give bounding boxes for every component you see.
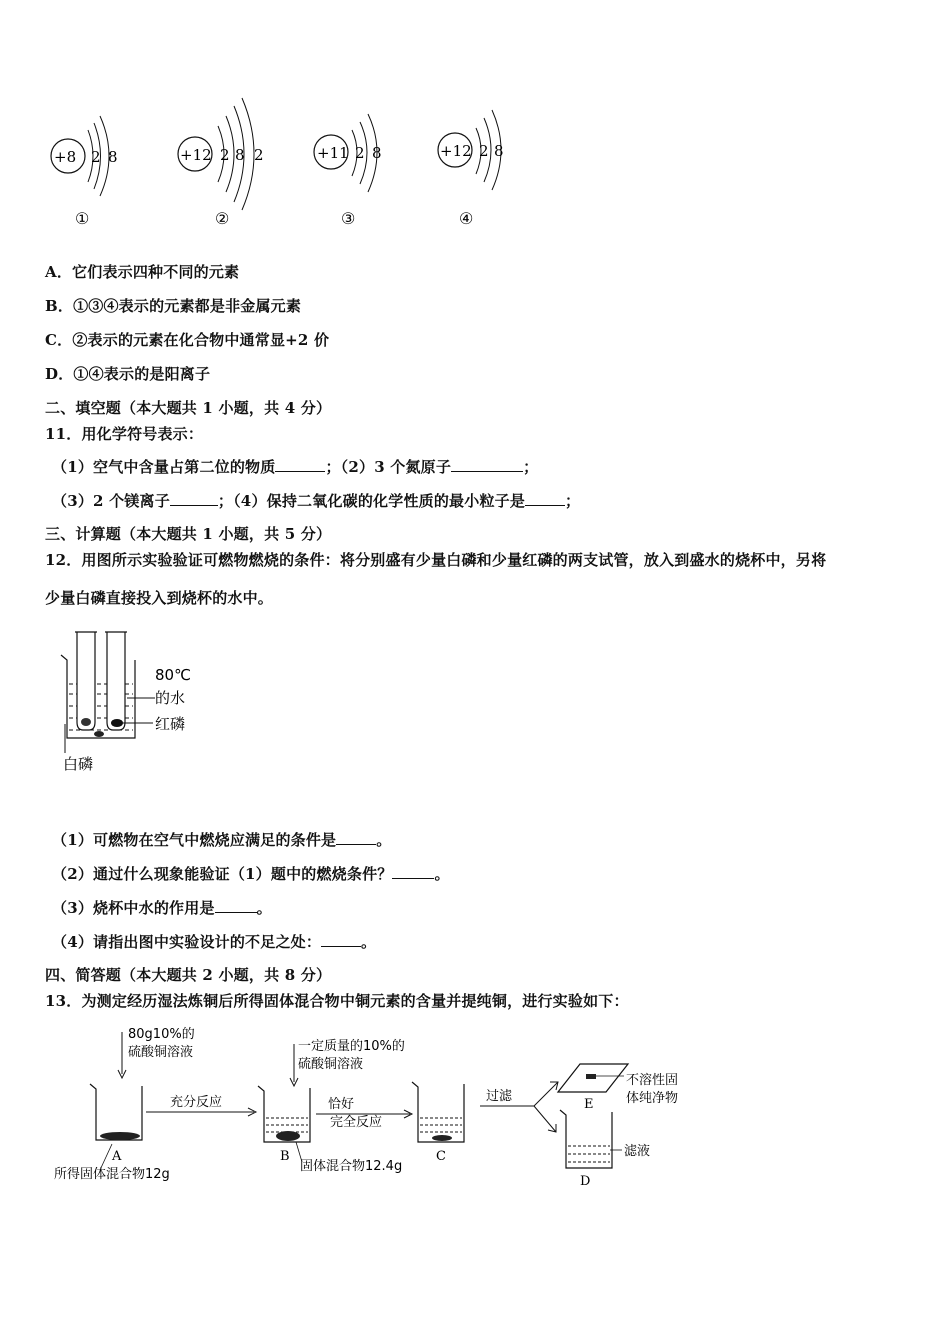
q11-row-2-end: ； <box>565 492 581 510</box>
atom-4-shell-2: 8 <box>494 142 504 160</box>
atom-3-shell-1: 2 <box>355 144 365 162</box>
q12-blank-3[interactable] <box>215 898 257 913</box>
atom-1-shell-1: 2 <box>91 148 101 166</box>
filter-label: 过滤 <box>486 1089 513 1104</box>
atom-3-nucleus: +11 <box>317 144 349 162</box>
beaker-d <box>560 1110 612 1168</box>
copper-purification-flow-figure <box>50 1022 730 1192</box>
q13-stem: 13．为测定经历湿法炼铜后所得固体混合物中铜元素的含量并提纯铜，进行实验如下： <box>45 992 629 1010</box>
test-tube-right <box>107 632 125 730</box>
section3-heading: 三、计算题（本大题共 1 小题，共 5 分） <box>45 525 332 543</box>
section2-heading: 二、填空题（本大题共 1 小题，共 4 分） <box>45 399 332 417</box>
white-phosphorus-in-water <box>94 731 104 737</box>
q11-blank-3[interactable] <box>170 491 218 506</box>
q12-blank-2[interactable] <box>392 864 434 879</box>
q12-part-1-text: （1）可燃物在空气中燃烧应满足的条件是 <box>52 831 337 849</box>
atom-diagram-3 <box>314 114 382 228</box>
q11-part-4-text: ；（4）保持二氧化碳的化学性质的最小粒子是 <box>217 492 526 510</box>
q11-row-1 <box>52 456 538 477</box>
atom-4-nucleus: +12 <box>440 142 472 160</box>
q11-part-2-text: ；（2）3 个氮原子 <box>325 458 452 476</box>
q12-blank-4[interactable] <box>321 932 361 947</box>
label-white-phosphorus: 白磷 <box>63 755 94 773</box>
atom-diagram-4 <box>438 110 504 228</box>
q12-part-4-text: （4）请指出图中实验设计的不足之处： <box>52 933 322 951</box>
beaker-c <box>412 1082 464 1142</box>
q12-part-3-text: （3）烧杯中水的作用是 <box>52 899 215 917</box>
q11-part-3-text: （3）2 个镁离子 <box>52 492 170 510</box>
beaker-a-caption: 所得固体混合物12g <box>54 1167 170 1182</box>
label-80c: 80℃ <box>155 666 191 684</box>
beaker-b-label: B <box>280 1149 290 1164</box>
q11-row-1-end: ； <box>523 458 539 476</box>
atom-1-shell-2: 8 <box>108 148 118 166</box>
reagent-a-line-2: 硫酸铜溶液 <box>128 1045 194 1060</box>
filter-paper-e-label: E <box>584 1097 594 1112</box>
beaker-b-caption: 固体混合物12.4g <box>300 1159 403 1174</box>
q11-blank-2[interactable] <box>451 457 523 472</box>
atom-2-shell-1: 2 <box>220 146 230 164</box>
atom-diagram-2 <box>178 98 264 228</box>
atom-3-shell-2: 8 <box>372 144 382 162</box>
q12-part-4-end: 。 <box>361 933 377 951</box>
q12-part-2 <box>52 863 450 884</box>
label-water: 的水 <box>155 689 186 707</box>
beaker-c-label: C <box>436 1149 446 1164</box>
q11-stem: 11．用化学符号表示： <box>45 425 204 443</box>
arrow-2-label-2: 完全反应 <box>330 1115 383 1130</box>
reagent-b-line-2: 硫酸铜溶液 <box>298 1057 364 1072</box>
q10-option-b: B．①③④表示的元素都是非金属元素 <box>45 297 302 315</box>
filter-paper-e <box>558 1064 628 1092</box>
q12-part-2-text: （2）通过什么现象能验证（1）题中的燃烧条件？ <box>52 865 393 883</box>
q11-blank-1[interactable] <box>275 457 325 472</box>
atom-2-nucleus: +12 <box>180 146 212 164</box>
atom-1-nucleus: +8 <box>54 148 77 166</box>
q12-part-3-end: 。 <box>256 899 272 917</box>
q11-row-2 <box>52 490 580 511</box>
q10-option-a: A．它们表示四种不同的元素 <box>45 263 240 281</box>
q11-part-1-text: （1）空气中含量占第二位的物质 <box>52 458 276 476</box>
q10-option-c: C．②表示的元素在化合物中通常显+2 价 <box>45 331 330 349</box>
q10-option-d: D．①④表示的是阳离子 <box>45 365 211 383</box>
atom-3-label: ③ <box>341 209 356 228</box>
q12-part-3 <box>52 897 272 918</box>
atom-2-shell-2: 8 <box>235 146 245 164</box>
beaker-a <box>90 1084 142 1140</box>
atom-structure-diagrams <box>40 90 520 240</box>
red-phosphorus <box>111 719 123 727</box>
beaker-d-label: D <box>580 1174 591 1189</box>
reagent-b-line-1: 一定质量的10%的 <box>298 1039 405 1054</box>
arrow-1-label: 充分反应 <box>170 1095 223 1110</box>
e-label-line-1: 不溶性固 <box>626 1073 679 1088</box>
atom-diagram-1 <box>51 116 118 228</box>
arrow-2-label-1: 恰好 <box>328 1097 355 1112</box>
q12-part-4 <box>52 931 376 952</box>
q12-stem-line-1: 12．用图所示实验验证可燃物燃烧的条件：将分别盛有少量白磷和少量红磷的两支试管，放入到盛水的烧杯中，另将 <box>45 551 827 569</box>
atom-2-label: ② <box>215 209 230 228</box>
atom-2-shell-3: 2 <box>254 146 264 164</box>
label-red-phosphorus: 红磷 <box>155 715 186 733</box>
atom-4-label: ④ <box>459 209 474 228</box>
atom-1-label: ① <box>75 209 90 228</box>
q12-part-1 <box>52 829 391 850</box>
q12-stem-line-2: 少量白磷直接投入到烧杯的水中。 <box>45 589 274 607</box>
q12-part-2-end: 。 <box>434 865 450 883</box>
atom-4-shell-1: 2 <box>479 142 489 160</box>
q11-blank-4[interactable] <box>525 491 565 506</box>
beaker-b <box>258 1086 310 1142</box>
combustion-experiment-figure <box>55 628 215 778</box>
filtrate-label: 滤液 <box>624 1144 651 1159</box>
reagent-a-line-1: 80g10%的 <box>128 1027 195 1042</box>
section4-heading: 四、简答题（本大题共 2 小题，共 8 分） <box>45 966 332 984</box>
e-label-line-2: 体纯净物 <box>626 1091 679 1106</box>
white-phosphorus-in-tube <box>81 718 91 726</box>
test-tube-left <box>77 632 95 730</box>
q12-blank-1[interactable] <box>336 830 376 845</box>
beaker-a-label: A <box>112 1149 122 1164</box>
q12-part-1-end: 。 <box>376 831 392 849</box>
